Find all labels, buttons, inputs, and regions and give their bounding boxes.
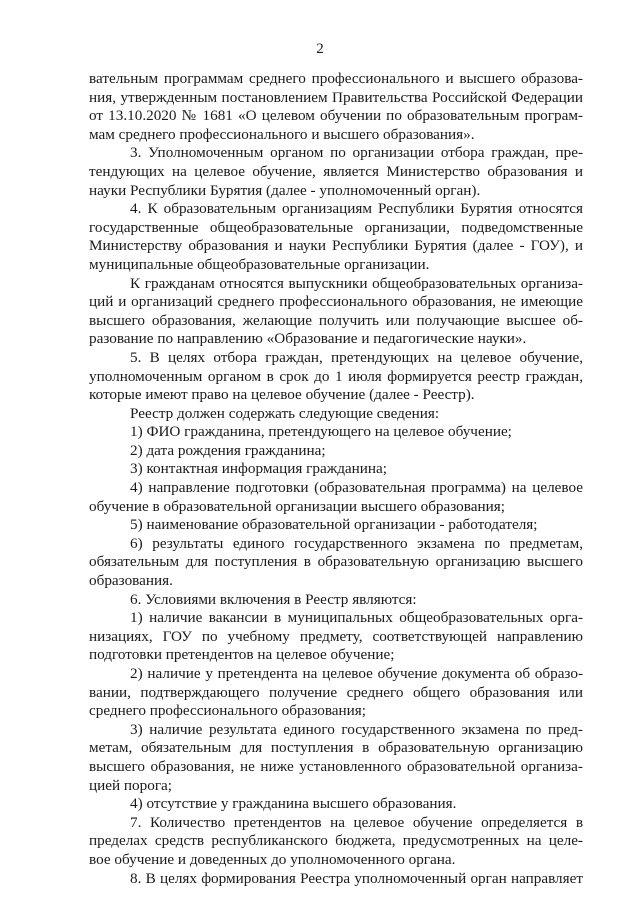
- text-line: государственные общеобразовательные организации, подведомственные: [89, 218, 583, 236]
- text-line: образования.: [89, 572, 173, 590]
- text-line: обязательным для поступления в образовательную организацию высшего: [89, 553, 583, 571]
- text-line: разование по направлению «Образование и педагогические науки».: [89, 330, 527, 348]
- text-line: 3) наличие результата единого государственного экзамена по пред-: [130, 720, 583, 738]
- text-line: мам среднего профессионального и высшего образования».: [89, 125, 475, 143]
- text-line: Министерству образования и науки Республики Бурятия (далее - ГОУ), и: [89, 237, 583, 255]
- text-line: 4) отсутствие у гражданина высшего образования.: [130, 795, 457, 813]
- text-line: 6) результаты единого государственного экзамена по предметам,: [130, 534, 583, 552]
- text-line: 7. Количество претендентов на целевое обучение определяется в: [130, 813, 583, 831]
- text-line: ций и организаций среднего профессионального образования, не имеющие: [89, 293, 583, 311]
- document-body: [89, 70, 583, 888]
- text-line: высшего образования, желающие получить или получающие высшее об-: [89, 311, 583, 329]
- text-line: цией порога;: [89, 776, 173, 794]
- text-line: 3. Уполномоченным органом по организации отбора граждан, пре-: [130, 144, 583, 162]
- text-line: 5) наименование образовательной организации - работодателя;: [130, 516, 538, 534]
- text-line: 2) наличие у претендента на целевое обучение документа об образо-: [130, 665, 583, 682]
- text-line: 1) наличие вакансии в муниципальных общеобразовательных орга-: [130, 609, 583, 627]
- text-line: 4) направление подготовки (образовательная программа) на целевое: [130, 479, 583, 497]
- text-line: 3) контактная информация гражданина;: [130, 460, 388, 478]
- text-line: 8. В целях формирования Реестра уполномоченный орган направляет: [130, 869, 583, 887]
- text-line: вании, подтверждающего получение среднего общего образования или: [89, 683, 583, 701]
- text-line: высшего образования, не ниже установленного образовательной организа-: [89, 757, 583, 775]
- text-line: тендующих на целевое обучение, является Министерство образования и: [89, 162, 583, 180]
- text-line: пределах средств республиканского бюджета, предусмотренных на целе-: [89, 832, 583, 850]
- text-line: обучение в образовательной организации высшего образования;: [89, 497, 505, 515]
- text-line: низациях, ГОУ по учебному предмету, соответствующей направлению: [89, 627, 583, 645]
- text-line: вательным программам среднего профессионального и высшего образова-: [89, 70, 583, 87]
- text-line: К гражданам относятся выпускники общеобразовательных организа-: [130, 274, 583, 292]
- page-number: 2: [316, 41, 324, 57]
- text-line: 5. В целях отбора граждан, претендующих на целевое обучение,: [130, 348, 583, 366]
- text-line: 4. К образовательным организациям Республики Бурятия относятся: [130, 200, 583, 218]
- text-line: ния, утвержденным постановлением Правительства Российской Федерации: [89, 88, 583, 106]
- text-line: которые имеют право на целевое обучение (далее - Реестр).: [89, 386, 475, 404]
- text-line: метам, обязательным для поступления в образовательную организацию: [89, 739, 583, 757]
- text-line: муниципальные общеобразовательные организации.: [89, 255, 430, 273]
- text-line: 2) дата рождения гражданина;: [130, 441, 326, 459]
- text-line: среднего профессионального образования;: [89, 702, 366, 720]
- text-line: подготовки претендентов на целевое обучение;: [89, 646, 395, 664]
- text-line: вое обучение и доведенных до уполномоченного органа.: [89, 850, 456, 868]
- text-line: от 13.10.2020 № 1681 «О целевом обучении по образовательным програм-: [89, 107, 583, 125]
- text-line: науки Республики Бурятия (далее - уполномоченный орган).: [89, 181, 481, 199]
- text-line: Реестр должен содержать следующие сведения:: [130, 404, 440, 422]
- text-line: уполномоченным органом в срок до 1 июля формируется реестр граждан,: [89, 367, 583, 385]
- text-line: 6. Условиями включения в Реестр являются:: [130, 590, 417, 608]
- text-line: 1) ФИО гражданина, претендующего на целевое обучение;: [130, 423, 512, 441]
